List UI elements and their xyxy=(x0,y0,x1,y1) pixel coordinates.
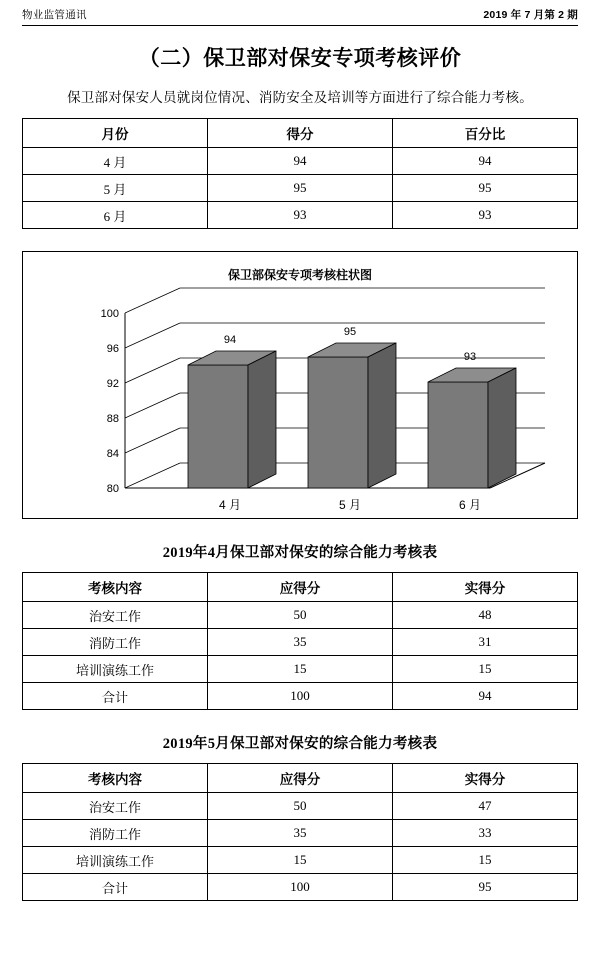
table-row-total xyxy=(23,874,578,901)
bar-group-may xyxy=(308,326,396,488)
x-label-may: 5 月 xyxy=(338,498,362,512)
table-row xyxy=(23,602,578,629)
cell-month: 5 月 xyxy=(23,175,208,202)
svg-text:92: 92 xyxy=(106,378,119,390)
chart-x-axis-labels xyxy=(219,498,481,512)
cell-actual: 47 xyxy=(393,793,578,820)
page-header xyxy=(22,0,578,26)
cell-actual: 95 xyxy=(393,874,578,901)
chart-y-axis-labels xyxy=(101,308,119,495)
cell-actual: 15 xyxy=(393,656,578,683)
april-assessment-table xyxy=(22,572,578,710)
table-row xyxy=(23,656,578,683)
cell-content: 合计 xyxy=(23,874,208,901)
table-row xyxy=(23,148,578,175)
svg-text:100: 100 xyxy=(100,308,119,320)
chart-title: 保卫部保安专项考核柱状图 xyxy=(227,268,372,282)
table-row xyxy=(23,629,578,656)
cell-score: 94 xyxy=(208,148,393,175)
cell-expected: 100 xyxy=(208,874,393,901)
cell-actual: 15 xyxy=(393,847,578,874)
cell-expected: 50 xyxy=(208,602,393,629)
table-header-row xyxy=(23,573,578,602)
table-header-row xyxy=(23,119,578,148)
cell-content: 合计 xyxy=(23,683,208,710)
column-header-content: 考核内容 xyxy=(23,573,208,602)
cell-percent: 95 xyxy=(393,175,578,202)
cell-percent: 93 xyxy=(393,202,578,229)
bar-label-may: 95 xyxy=(343,326,357,338)
svg-text:88: 88 xyxy=(106,413,119,425)
cell-expected: 35 xyxy=(208,629,393,656)
table-row-total xyxy=(23,683,578,710)
cell-month: 4 月 xyxy=(23,148,208,175)
column-header-actual: 实得分 xyxy=(393,764,578,793)
header-publication-name: 物业监管通讯 xyxy=(22,9,87,21)
cell-content: 治安工作 xyxy=(23,602,208,629)
summary-table xyxy=(22,118,578,229)
table-row xyxy=(23,847,578,874)
column-header-expected: 应得分 xyxy=(208,764,393,793)
header-issue-date: 2019 年 7 月第 2 期 xyxy=(483,9,578,21)
page-title: （二）保卫部对保安专项考核评价 xyxy=(138,47,462,70)
cell-expected: 35 xyxy=(208,820,393,847)
cell-actual: 48 xyxy=(393,602,578,629)
cell-month: 6 月 xyxy=(23,202,208,229)
intro-paragraph: 保卫部对保安人员就岗位情况、消防安全及培训等方面进行了综合能力考核。 xyxy=(67,90,533,105)
bar-group-june xyxy=(428,351,516,488)
april-table-title: 2019年4月保卫部对保安的综合能力考核表 xyxy=(162,545,438,561)
column-header-content: 考核内容 xyxy=(23,764,208,793)
column-header-percent: 百分比 xyxy=(393,119,578,148)
cell-actual: 94 xyxy=(393,683,578,710)
may-assessment-table xyxy=(22,763,578,901)
svg-text:84: 84 xyxy=(106,448,119,460)
table-row xyxy=(23,820,578,847)
bar-chart-container xyxy=(22,251,578,519)
column-header-expected: 应得分 xyxy=(208,573,393,602)
cell-content: 培训演练工作 xyxy=(23,847,208,874)
x-label-june: 6 月 xyxy=(458,498,482,512)
cell-content: 培训演练工作 xyxy=(23,656,208,683)
bar-label-june: 93 xyxy=(463,351,477,363)
table-row xyxy=(23,175,578,202)
cell-content: 治安工作 xyxy=(23,793,208,820)
bar-group-april xyxy=(188,334,276,488)
cell-percent: 94 xyxy=(393,148,578,175)
bar-label-april: 94 xyxy=(223,334,237,346)
cell-score: 93 xyxy=(208,202,393,229)
may-table-title: 2019年5月保卫部对保安的综合能力考核表 xyxy=(162,736,438,752)
cell-expected: 100 xyxy=(208,683,393,710)
cell-content: 消防工作 xyxy=(23,629,208,656)
cell-expected: 15 xyxy=(208,847,393,874)
table-row xyxy=(23,202,578,229)
svg-text:80: 80 xyxy=(106,483,119,495)
bar-chart-svg xyxy=(40,283,560,513)
column-header-month: 月份 xyxy=(23,119,208,148)
table-header-row xyxy=(23,764,578,793)
cell-score: 95 xyxy=(208,175,393,202)
svg-text:96: 96 xyxy=(106,343,119,355)
table-row xyxy=(23,793,578,820)
column-header-actual: 实得分 xyxy=(393,573,578,602)
cell-actual: 33 xyxy=(393,820,578,847)
column-header-score: 得分 xyxy=(208,119,393,148)
x-label-april: 4 月 xyxy=(218,498,242,512)
cell-expected: 50 xyxy=(208,793,393,820)
cell-actual: 31 xyxy=(393,629,578,656)
cell-content: 消防工作 xyxy=(23,820,208,847)
cell-expected: 15 xyxy=(208,656,393,683)
